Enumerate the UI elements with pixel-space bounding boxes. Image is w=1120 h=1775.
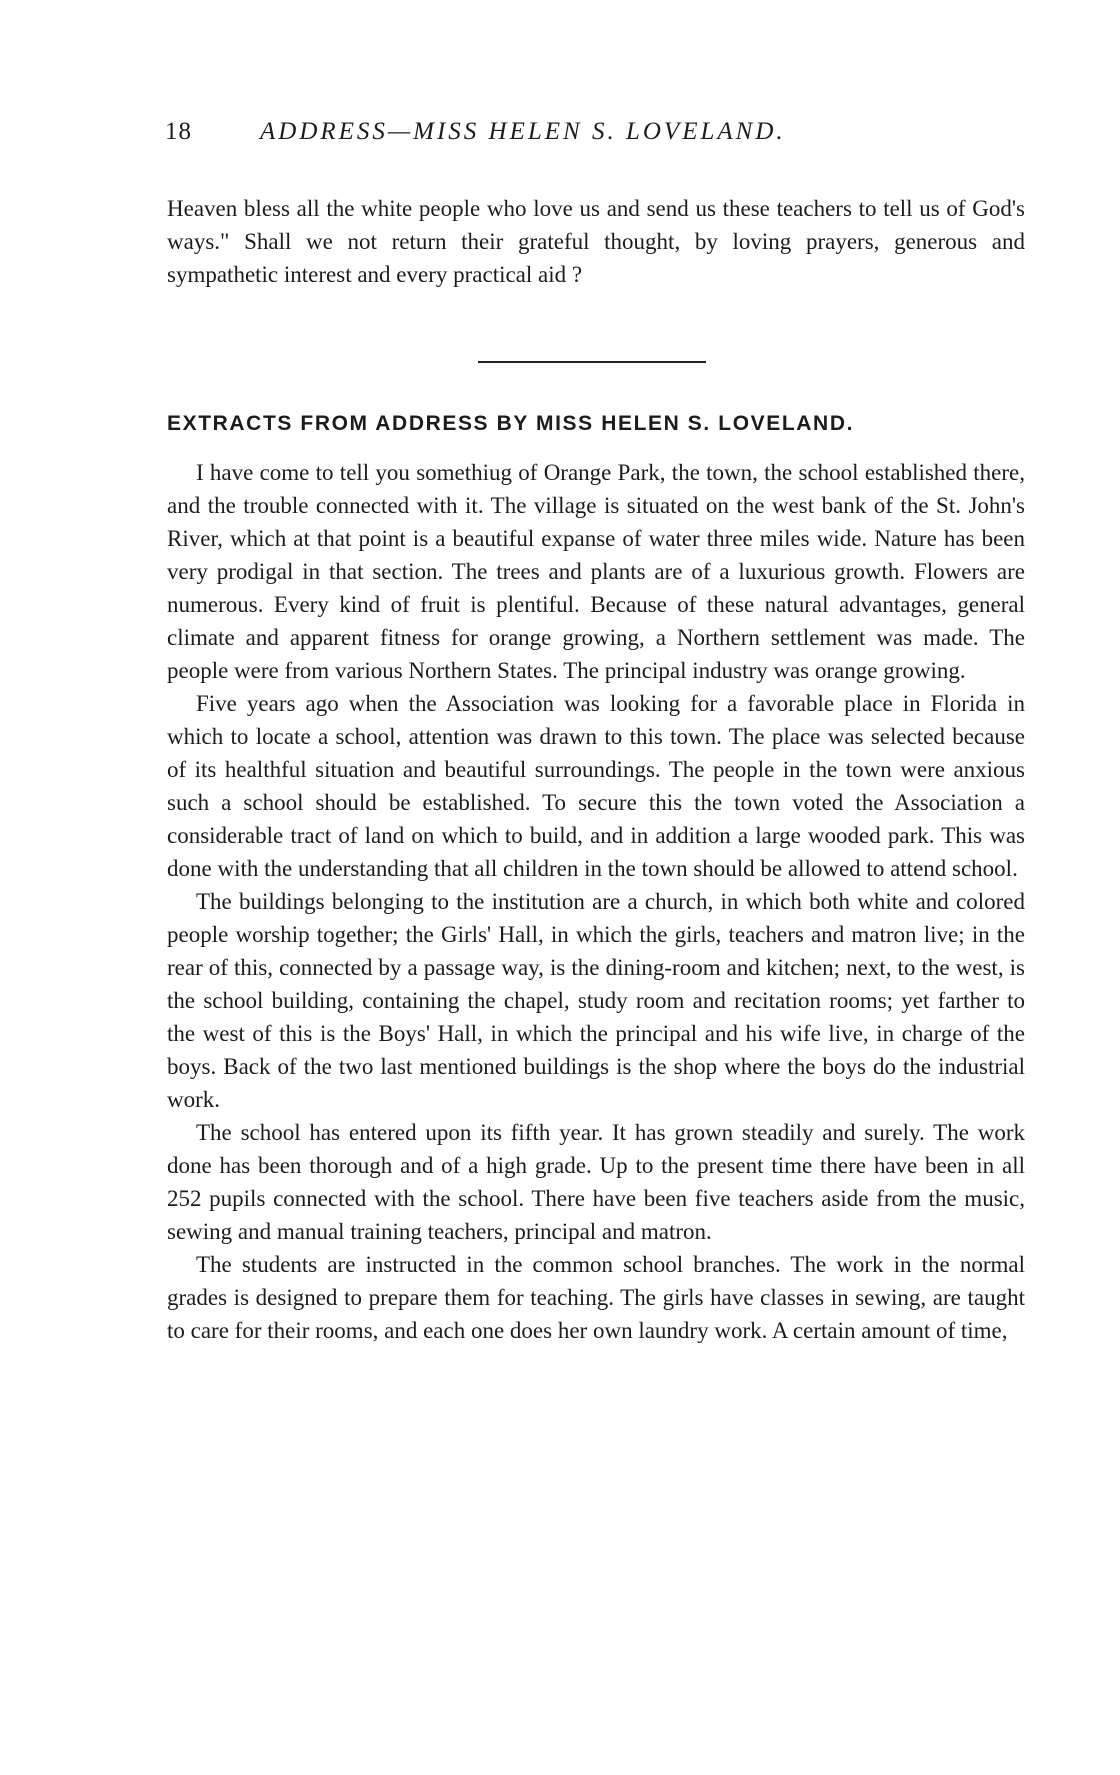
running-title: ADDRESS—MISS HELEN S. LOVELAND.: [260, 118, 786, 145]
paragraph: I have come to tell you somethiug of Orange Park, the town, the school established there, and the trouble connected with it. The village is situated on the west bank of the St. John's River, which at that point is a beautiful expanse of water three miles wide. Nature has been very prodigal in that section. The trees and plants are of a luxurious growth. Flowers are numerous. Every kind of fruit is plentiful. Because of these natural advantages, general climate and apparent fitness for orange growing, a Northern settlement was made. The people were from various Northern States. The principal industry was orange growing.: [167, 460, 1025, 683]
section-title: EXTRACTS FROM ADDRESS BY MISS HELEN S. LOVELAND.: [167, 412, 855, 435]
intro-paragraph-block: [167, 192, 1025, 291]
page-number: 18: [165, 118, 192, 145]
page-header: [165, 118, 1025, 154]
paragraph: Five years ago when the Association was looking for a favorable place in Florida in which to locate a school, attention was drawn to this town. The place was selected because of its healthful situation and beautiful surroundings. The people in the town were anxious such a school should be established. To secure this the town voted the Association a considerable tract of land on which to build, and in addition a large wooded park. This was done with the understanding that all children in the town should be allowed to attend school.: [167, 691, 1025, 881]
intro-paragraph: Heaven bless all the white people who love us and send us these teachers to tell us of God's ways." Shall we not return their grateful thought, by loving prayers, generous and sympathetic interest and every practical aid ?: [167, 196, 1025, 287]
section-divider: [478, 361, 706, 363]
body-text: [167, 456, 1025, 1347]
paragraph: The buildings belonging to the institution are a church, in which both white and colored people worship together; the Girls' Hall, in which the girls, teachers and matron live; in the rear of this, connected by a passage way, is the dining-room and kitchen; next, to the west, is the school building, containing the chapel, study room and recitation rooms; yet farther to the west of this is the Boys' Hall, in which the principal and his wife live, in charge of the boys. Back of the two last mentioned buildings is the shop where the boys do the industrial work.: [167, 889, 1025, 1112]
paragraph: The students are instructed in the common school branches. The work in the normal grades is designed to prepare them for teaching. The girls have classes in sewing, are taught to care for their rooms, and each one does her own laundry work. A certain amount of time,: [167, 1252, 1025, 1343]
paragraph: The school has entered upon its fifth year. It has grown steadily and surely. The work done has been thorough and of a high grade. Up to the present time there have been in all 252 pupils connected with the school. There have been five teachers aside from the music, sewing and manual training teachers, principal and matron.: [167, 1120, 1025, 1244]
